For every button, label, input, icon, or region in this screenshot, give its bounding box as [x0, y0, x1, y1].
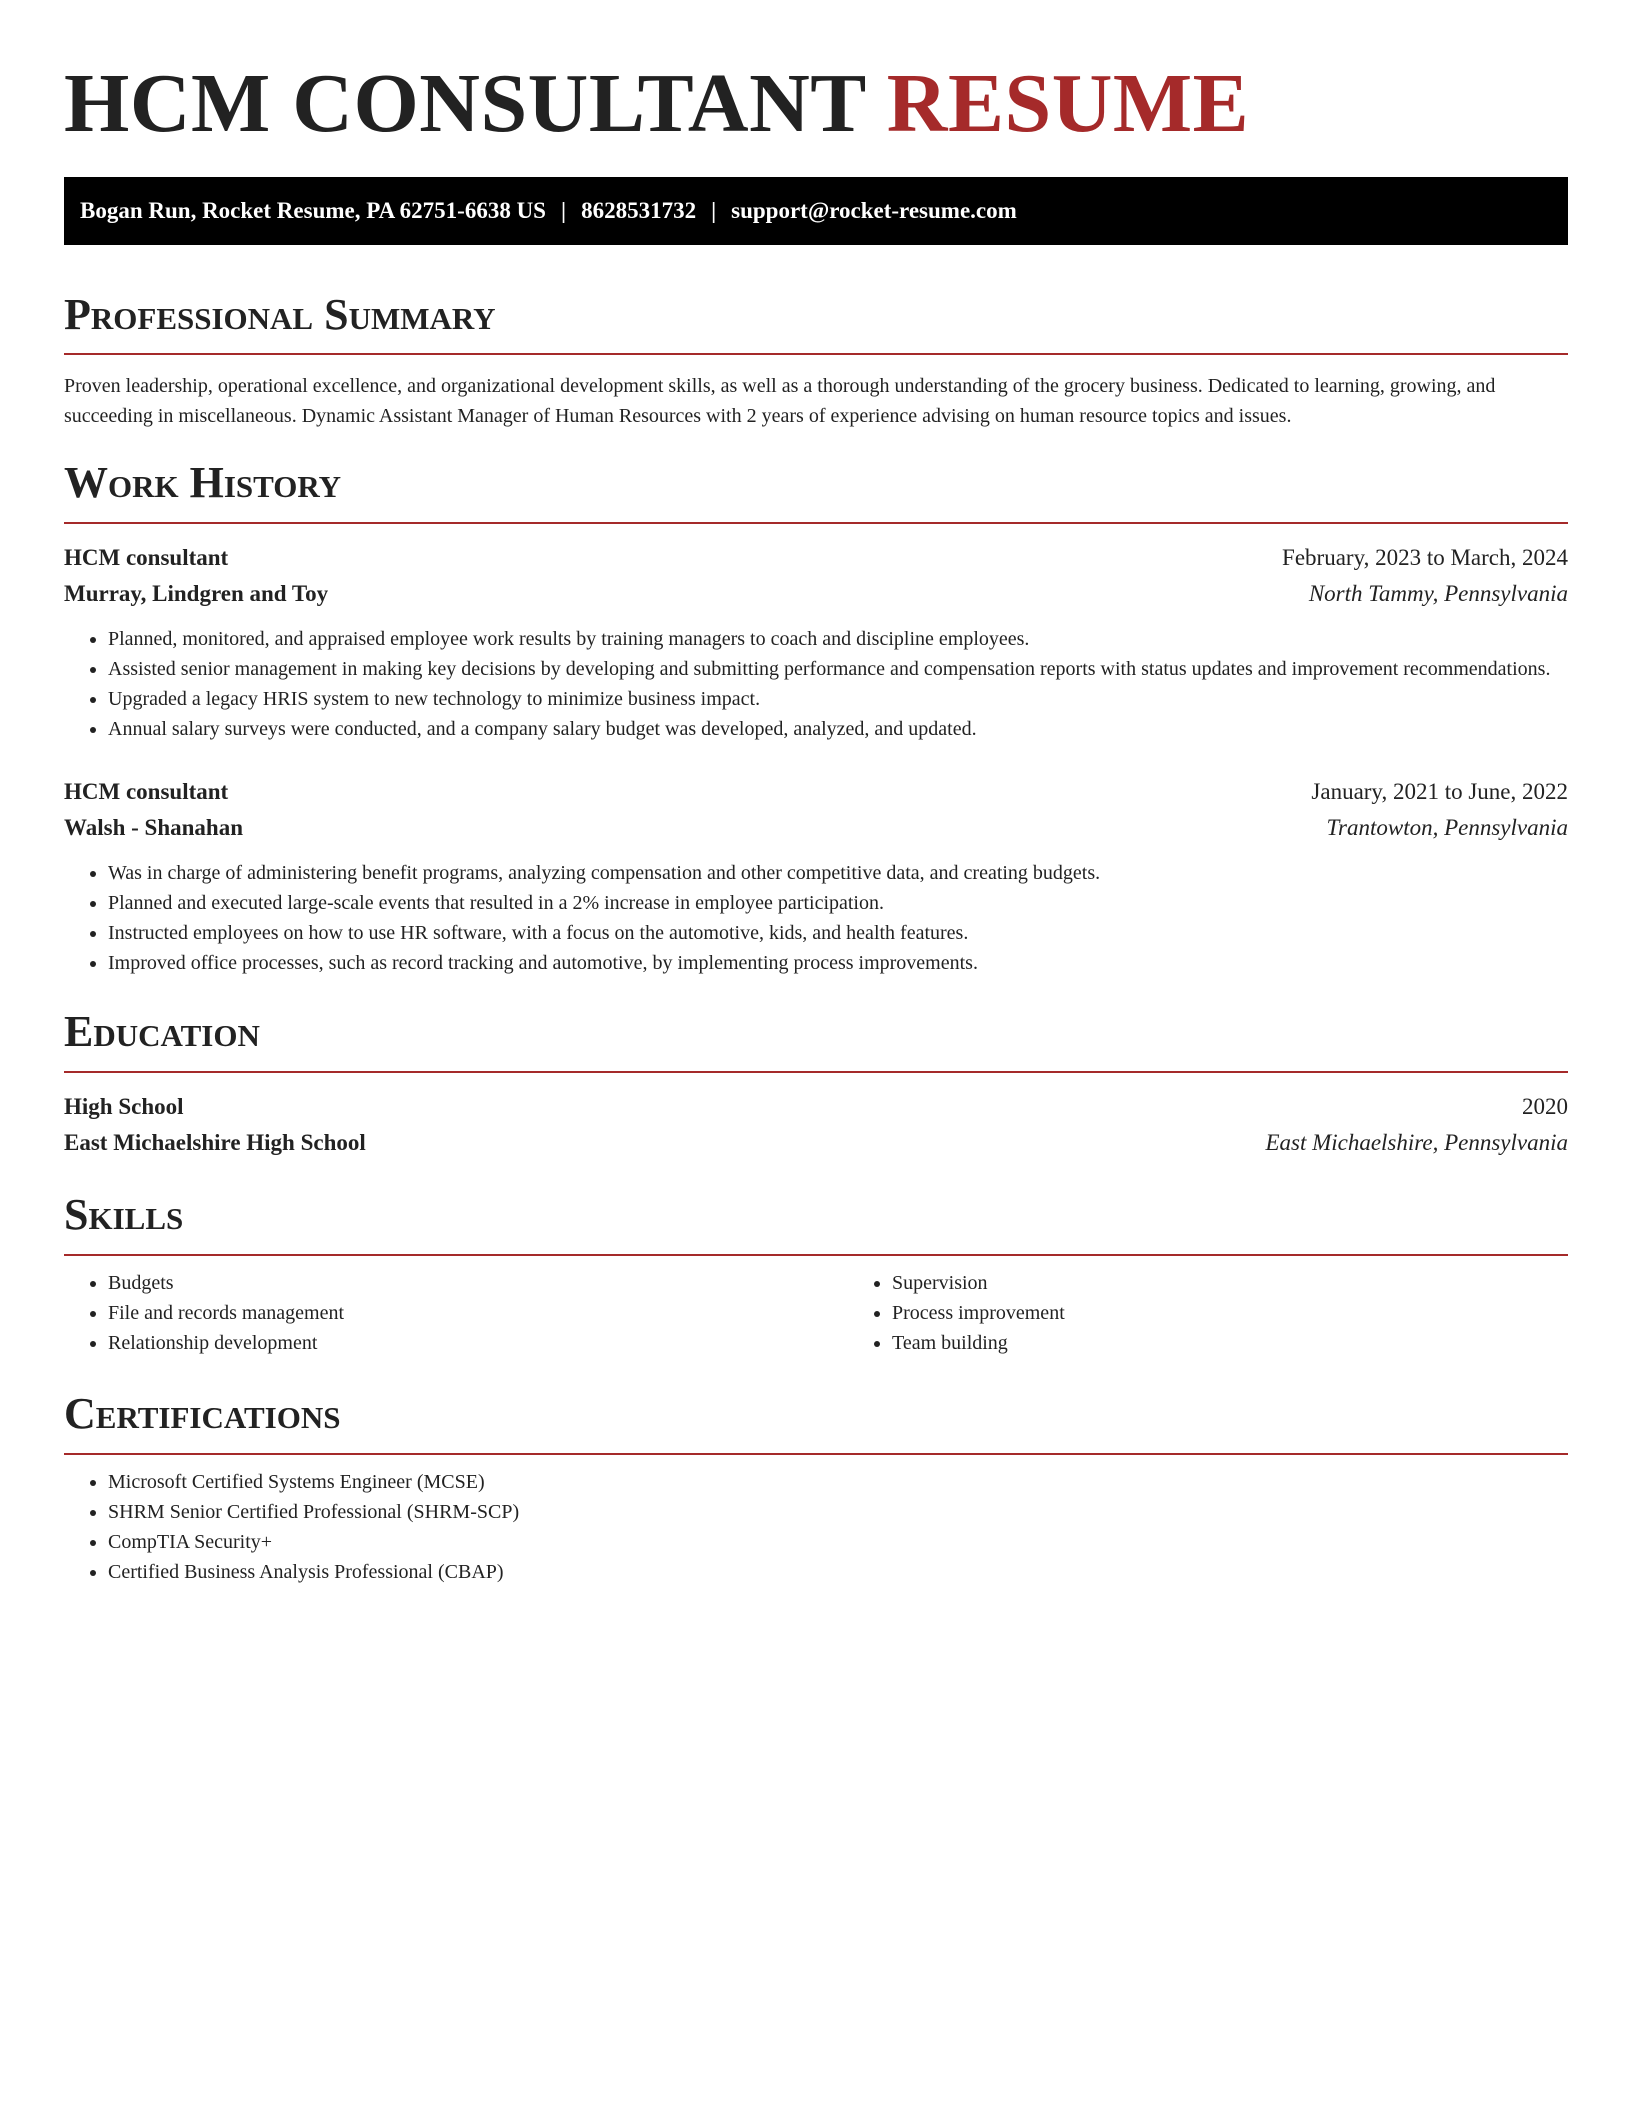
job-bullet: • Improved office processes, such as record tracking and automotive, by implementing process improvements.: [108, 948, 1568, 978]
job-bullet: • Annual salary surveys were conducted, and a company salary budget was developed, analyzed, and updated.: [108, 714, 1568, 744]
section-divider: [64, 1071, 1568, 1073]
job-bullet: • Was in charge of administering benefit programs, analyzing compensation and other competitive data, and creating budgets.: [108, 858, 1568, 888]
job-bullets: [64, 624, 1568, 744]
job-entry: [64, 774, 1568, 978]
job-company: Walsh - Shanahan: [64, 815, 243, 841]
education-degree: High School: [64, 1093, 184, 1119]
certifications-list: [64, 1467, 1568, 1587]
work-history-section: [64, 457, 1568, 978]
section-heading-work: Work History: [64, 458, 342, 508]
job-title: HCM consultant: [64, 545, 229, 571]
job-entry: [64, 540, 1568, 744]
job-bullet: • Upgraded a legacy HRIS system to new technology to minimize business impact.: [108, 684, 1568, 714]
certifications-section: [64, 1388, 1568, 1587]
certification-item: • Certified Business Analysis Professional (CBAP): [108, 1557, 1568, 1587]
job-company: Murray, Lindgren and Toy: [64, 581, 329, 607]
skills-list-left: [64, 1268, 848, 1358]
section-heading-skills: Skills: [64, 1189, 184, 1239]
job-bullet: • Assisted senior management in making key decisions by developing and submitting performance and compensation reports with status updates and improvement recommendations.: [108, 654, 1568, 684]
section-heading-certifications: Certifications: [64, 1388, 341, 1438]
section-divider: [64, 353, 1568, 355]
title-accent: RESUME: [886, 57, 1250, 150]
summary-section: [64, 289, 1568, 432]
certification-item: • SHRM Senior Certified Professional (SHRM-SCP): [108, 1497, 1568, 1527]
job-dates: February, 2023 to March, 2024: [1282, 545, 1568, 571]
skill-item: • Process improvement: [892, 1298, 1632, 1328]
resume-page: [64, 0, 1568, 1587]
job-title: HCM consultant: [64, 779, 229, 805]
contact-phone: 8628531732: [581, 197, 697, 223]
job-bullet: • Instructed employees on how to use HR software, with a focus on the automotive, kids, and health features.: [108, 918, 1568, 948]
skill-item: • Budgets: [108, 1268, 848, 1298]
job-location: Trantowton, Pennsylvania: [1326, 815, 1568, 841]
skills-list-right: [848, 1268, 1632, 1358]
certification-item: • Microsoft Certified Systems Engineer (MCSE): [108, 1467, 1568, 1497]
title-main: HCM CONSULTANT: [64, 57, 866, 150]
job-bullet: • Planned and executed large-scale events that resulted in a 2% increase in employee participation.: [108, 888, 1568, 918]
certification-item: • CompTIA Security+: [108, 1527, 1568, 1557]
job-location: North Tammy, Pennsylvania: [1308, 581, 1568, 607]
section-heading-summary: Professional Summary: [64, 289, 496, 339]
skills-columns: [64, 1256, 1568, 1358]
summary-text: Proven leadership, operational excellence, and organizational development skills, as well as a thorough understanding of the grocery business. Dedicated to learning, growing, and succeeding in miscellaneous. Dynamic Assistant Manager of Human Resources with 2 years of experience advising on human resource topics and issues.: [64, 375, 1496, 428]
education-location: East Michaelshire, Pennsylvania: [1265, 1129, 1568, 1155]
section-divider: [64, 1453, 1568, 1455]
job-bullets: [64, 858, 1568, 978]
skill-item: • Supervision: [892, 1268, 1632, 1298]
skill-item: • Relationship development: [108, 1328, 848, 1358]
skills-section: [64, 1189, 1568, 1358]
section-divider: [64, 522, 1568, 524]
contact-address: Bogan Run, Rocket Resume, PA 62751-6638 US: [80, 197, 546, 223]
contact-email: support@rocket-resume.com: [731, 197, 1017, 223]
job-dates: January, 2021 to June, 2022: [1311, 779, 1568, 805]
contact-separator: |: [560, 197, 567, 223]
resume-title: [64, 56, 1568, 153]
education-year: 2020: [1522, 1093, 1568, 1119]
education-school: East Michaelshire High School: [64, 1129, 366, 1155]
job-bullet: • Planned, monitored, and appraised employee work results by training managers to coach and discipline employees.: [108, 624, 1568, 654]
contact-separator: |: [711, 197, 717, 223]
education-section: [64, 1006, 1568, 1161]
skill-item: • File and records management: [108, 1298, 848, 1328]
skill-item: • Team building: [892, 1328, 1632, 1358]
section-heading-education: Education: [64, 1007, 260, 1057]
contact-bar: [64, 177, 1568, 245]
